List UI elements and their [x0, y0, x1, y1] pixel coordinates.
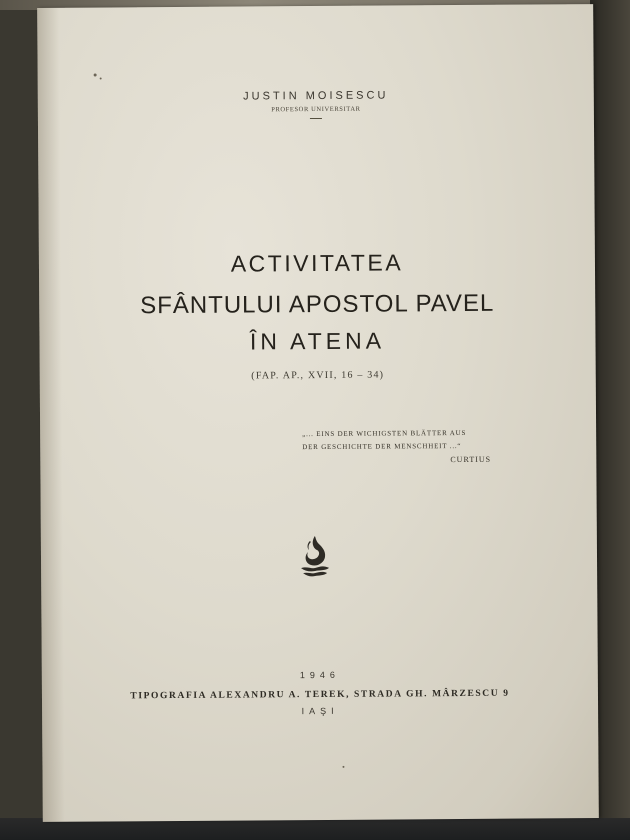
publication-city: IAŞI — [301, 705, 339, 717]
author-divider — [310, 118, 322, 119]
paper-speck — [100, 78, 102, 80]
epigraph-line-1: „... EINS DER WICHIGSTEN BLÄTTER AUS — [302, 428, 467, 439]
paper-speck — [342, 766, 344, 768]
paper-speck — [94, 74, 97, 77]
publication-year: 1946 — [299, 669, 340, 681]
epigraph-line-2: DER GESCHICHTE DER MENSCHHEIT ...“ — [302, 442, 462, 452]
title-line-2: SFÂNTULUI APOSTOL PAVEL — [140, 289, 495, 320]
epigraph — [302, 426, 542, 454]
title-line-1: ACTIVITATEA — [230, 249, 404, 277]
title-line-3: ÎN ATENA — [249, 327, 386, 355]
epigraph-attribution: CURTIUS — [450, 454, 492, 465]
printer-imprint: TIPOGRAFIA ALEXANDRU A. TEREK, STRADA GH. MÂRZESCU 9 — [130, 688, 510, 702]
scripture-reference: (FAP. AP., XVII, 16 – 34) — [251, 369, 385, 382]
title-page — [37, 4, 599, 822]
printer-mark-icon — [295, 532, 335, 578]
author-name: JUSTIN MOISESCU — [243, 89, 389, 103]
author-position: PROFESOR UNIVERSITAR — [271, 105, 361, 114]
